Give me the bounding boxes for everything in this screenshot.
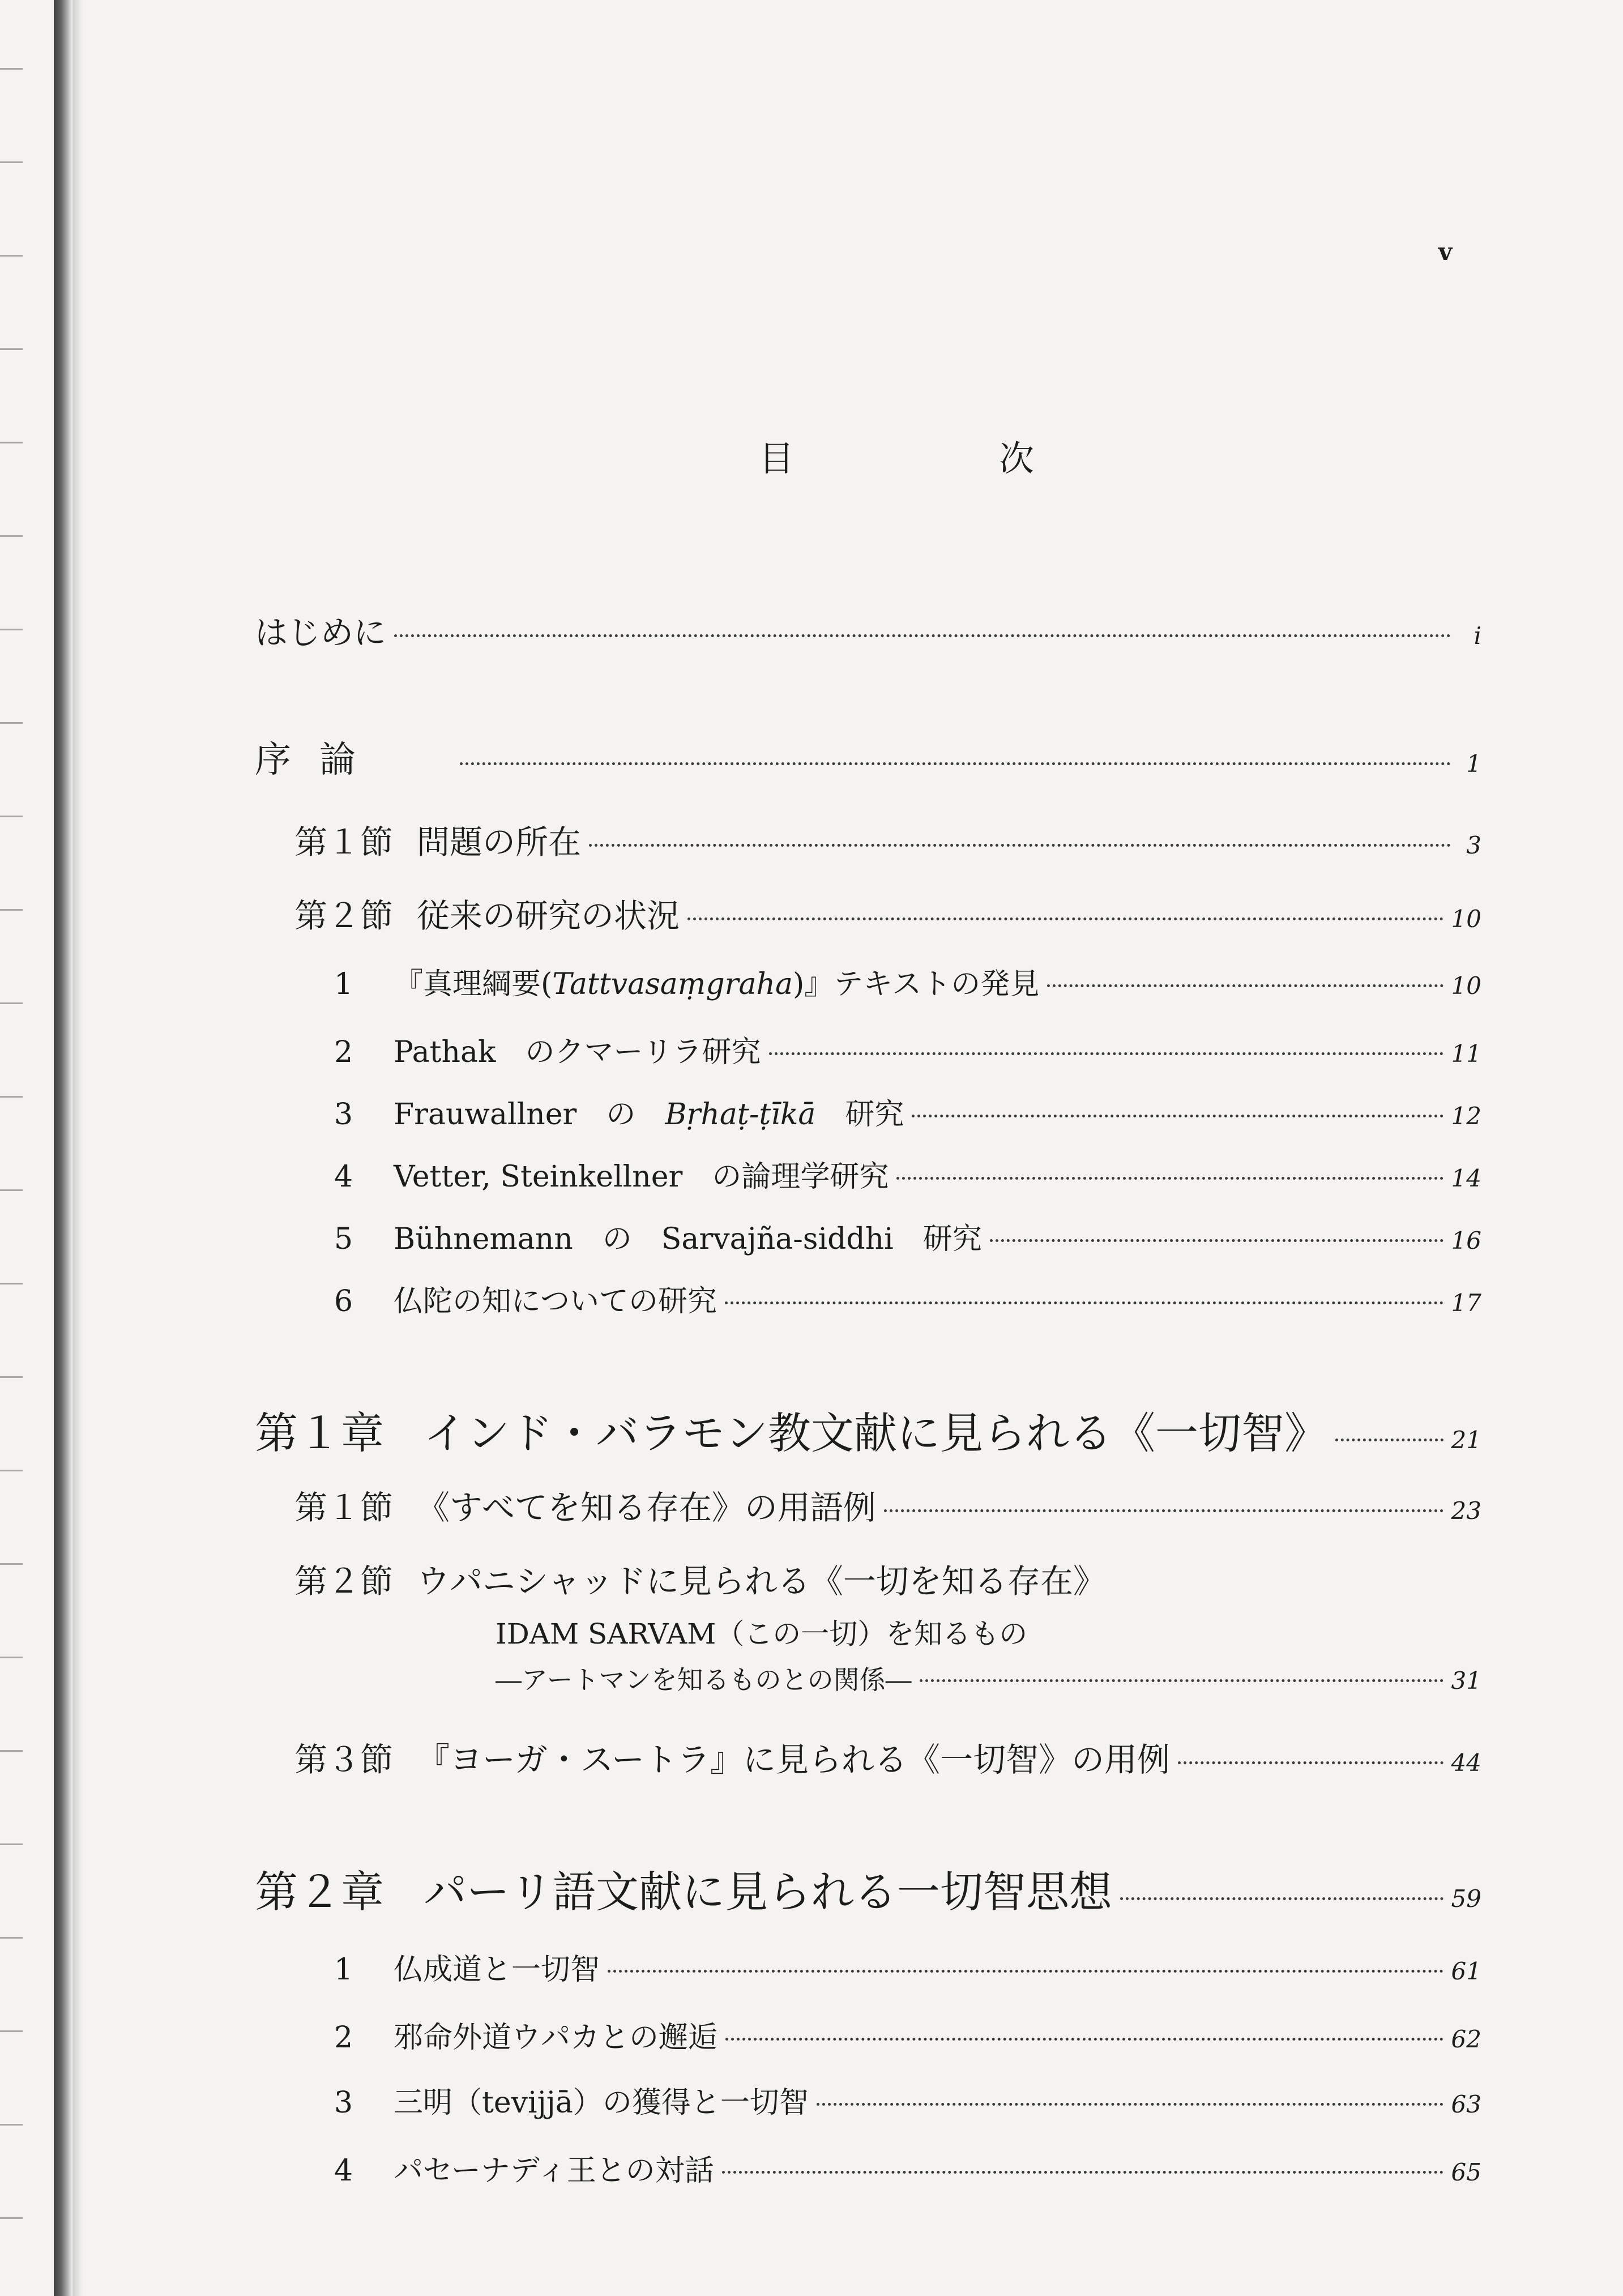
toc-label: 仏陀の知についての研究 [394,1284,717,1318]
toc-label: ウパニシャッドに見られる《一切を知る存在》 [417,1562,1106,1601]
toc-page: 10 [1451,972,1481,1000]
toc-page: 62 [1451,2025,1481,2053]
dot-leader [769,1052,1443,1055]
toc-entry-section-2-5[interactable] [334,1215,1481,1257]
toc-section-num: 第３節 [294,1740,394,1779]
toc-chapter-num: 第２章 [255,1867,384,1917]
toc-label-part: 研究 [815,1098,904,1132]
toc-entry-section-2-6[interactable] [334,1277,1481,1320]
dot-leader [1047,984,1443,987]
toc-entry-joron[interactable] [255,731,1481,783]
toc-label: 《すべてを知る存在》の用語例 [417,1488,876,1527]
toc-entry-section-2-3[interactable] [334,1090,1481,1133]
toc-entry-chapter-1-section-2-sub[interactable] [496,1659,1481,1697]
toc-label: インド・バラモン教文献に見られる《一切智》 [424,1408,1327,1458]
toc-page: 1 [1466,750,1481,778]
dot-leader [725,1301,1443,1304]
dot-leader [884,1509,1443,1512]
toc-entry-chapter-1-section-2[interactable] [294,1555,1106,1602]
dot-leader [912,1115,1443,1117]
book-binding-shadow [54,0,72,2296]
toc-label-italic: Bṛhaṭ-ṭīkā [665,1098,816,1132]
toc-page: 31 [1451,1667,1481,1695]
toc-entry-chapter-2-3[interactable] [334,2079,1481,2121]
toc-item-num: 1 [334,967,353,1001]
toc-label-part: 『真理綱要( [394,967,553,1001]
toc-label: 邪命外道ウパカとの邂逅 [394,2021,718,2055]
dot-leader [722,2171,1443,2174]
dot-leader [990,1239,1443,1242]
toc-page: 23 [1451,1497,1481,1525]
toc-subtitle-line: IDAM SARVAM（この一切）を知るもの [496,1618,1028,1650]
toc-chapter-num: 第１章 [255,1408,384,1458]
toc-item-num: 6 [334,1284,353,1318]
toc-page: 59 [1451,1885,1481,1913]
toc-label: Vetter, Steinkellner の論理学研究 [394,1160,889,1194]
toc-entry-section-2-1[interactable] [334,960,1481,1002]
toc-entry-chapter-1-section-3[interactable] [294,1733,1481,1781]
toc-entry-chapter-2-4[interactable] [334,2146,1481,2189]
toc-page: i [1473,622,1481,650]
toc-item-num: 5 [334,1222,353,1256]
page-edge [0,0,23,2296]
toc-page: 21 [1451,1426,1481,1454]
toc-entry-section-2-4[interactable] [334,1153,1481,1195]
toc-label: ―アートマンを知るものとの関係― [496,1665,912,1695]
toc-label: はじめに [255,613,387,652]
dot-leader [1120,1897,1443,1900]
toc-page: 61 [1451,1957,1481,1985]
toc-page: 14 [1451,1164,1481,1192]
toc-section-num: 第１節 [294,1488,394,1527]
toc-item-num: 1 [334,1953,353,1987]
toc-entry-chapter-2[interactable] [255,1858,1481,1919]
toc-entry-section-1[interactable] [294,816,1481,863]
toc-label-part: )』テキストの発見 [793,967,1040,1001]
toc-entry-chapter-2-2[interactable] [334,2013,1481,2056]
toc-label: Pathak のクマーリラ研究 [394,1035,761,1069]
toc-entry-chapter-2-1[interactable] [334,1945,1481,1988]
dot-leader [1178,1761,1443,1764]
dot-leader [589,844,1451,847]
toc-label: 仏成道と一切智 [394,1953,600,1987]
toc-section-num: 第１節 [294,823,394,861]
toc-item-num: 3 [334,2086,353,2120]
toc-item-num: 4 [334,1160,353,1194]
dot-leader [920,1679,1443,1682]
page-title: 目 次 [759,438,1120,479]
page-number: v [1438,238,1453,266]
toc-page: 63 [1451,2090,1481,2118]
dot-leader [725,2038,1443,2041]
toc-label: 従来の研究の状況 [417,897,680,935]
dot-leader [896,1177,1443,1180]
toc-label: 三明（tevijjā）の獲得と一切智 [394,2086,809,2120]
toc-entry-hajimeni[interactable] [255,606,1481,654]
toc-label-part: Frauwallner の [394,1098,665,1132]
toc-entry-section-2[interactable] [294,889,1481,937]
toc-entry-chapter-1-section-1[interactable] [294,1481,1481,1529]
toc-entry-chapter-1[interactable] [255,1399,1481,1461]
dot-leader [460,762,1451,765]
toc-item-num: 4 [334,2154,353,2188]
dot-leader [1335,1439,1443,1441]
toc-page: 11 [1451,1040,1481,1068]
toc-section-num: 第２節 [294,1562,394,1601]
toc-page: 17 [1451,1289,1481,1317]
dot-leader [687,917,1443,920]
toc-page: 65 [1451,2158,1481,2186]
toc-label: 『ヨーガ・スートラ』に見られる《一切智》の用例 [417,1740,1170,1779]
toc-page: 16 [1451,1227,1481,1254]
dot-leader [817,2103,1443,2106]
toc-item-num: 2 [334,2021,353,2055]
toc-label-italic: Tattvasaṃgraha [552,967,793,1001]
toc-page: 44 [1451,1749,1481,1777]
toc-section-num: 第２節 [294,897,394,935]
toc-label: 序論 [255,739,384,781]
toc-page: 10 [1451,905,1481,933]
toc-page: 3 [1466,831,1481,859]
toc-label: 問題の所在 [417,823,582,861]
toc-label: パセーナディ王との対話 [394,2154,714,2188]
toc-entry-section-2-2[interactable] [334,1028,1481,1070]
toc-page: 12 [1451,1102,1481,1130]
toc-label [394,1090,904,1133]
toc-item-num: 3 [334,1098,353,1132]
book-binding-fade [72,0,83,2296]
toc-label: パーリ語文献に見られる一切智思想 [424,1867,1112,1917]
toc-item-num: 2 [334,1035,353,1069]
toc-label: Bühnemann の Sarvajña-siddhi 研究 [394,1222,982,1256]
dot-leader [608,1970,1443,1973]
dot-leader [394,634,1451,637]
toc-label [394,960,1039,1002]
